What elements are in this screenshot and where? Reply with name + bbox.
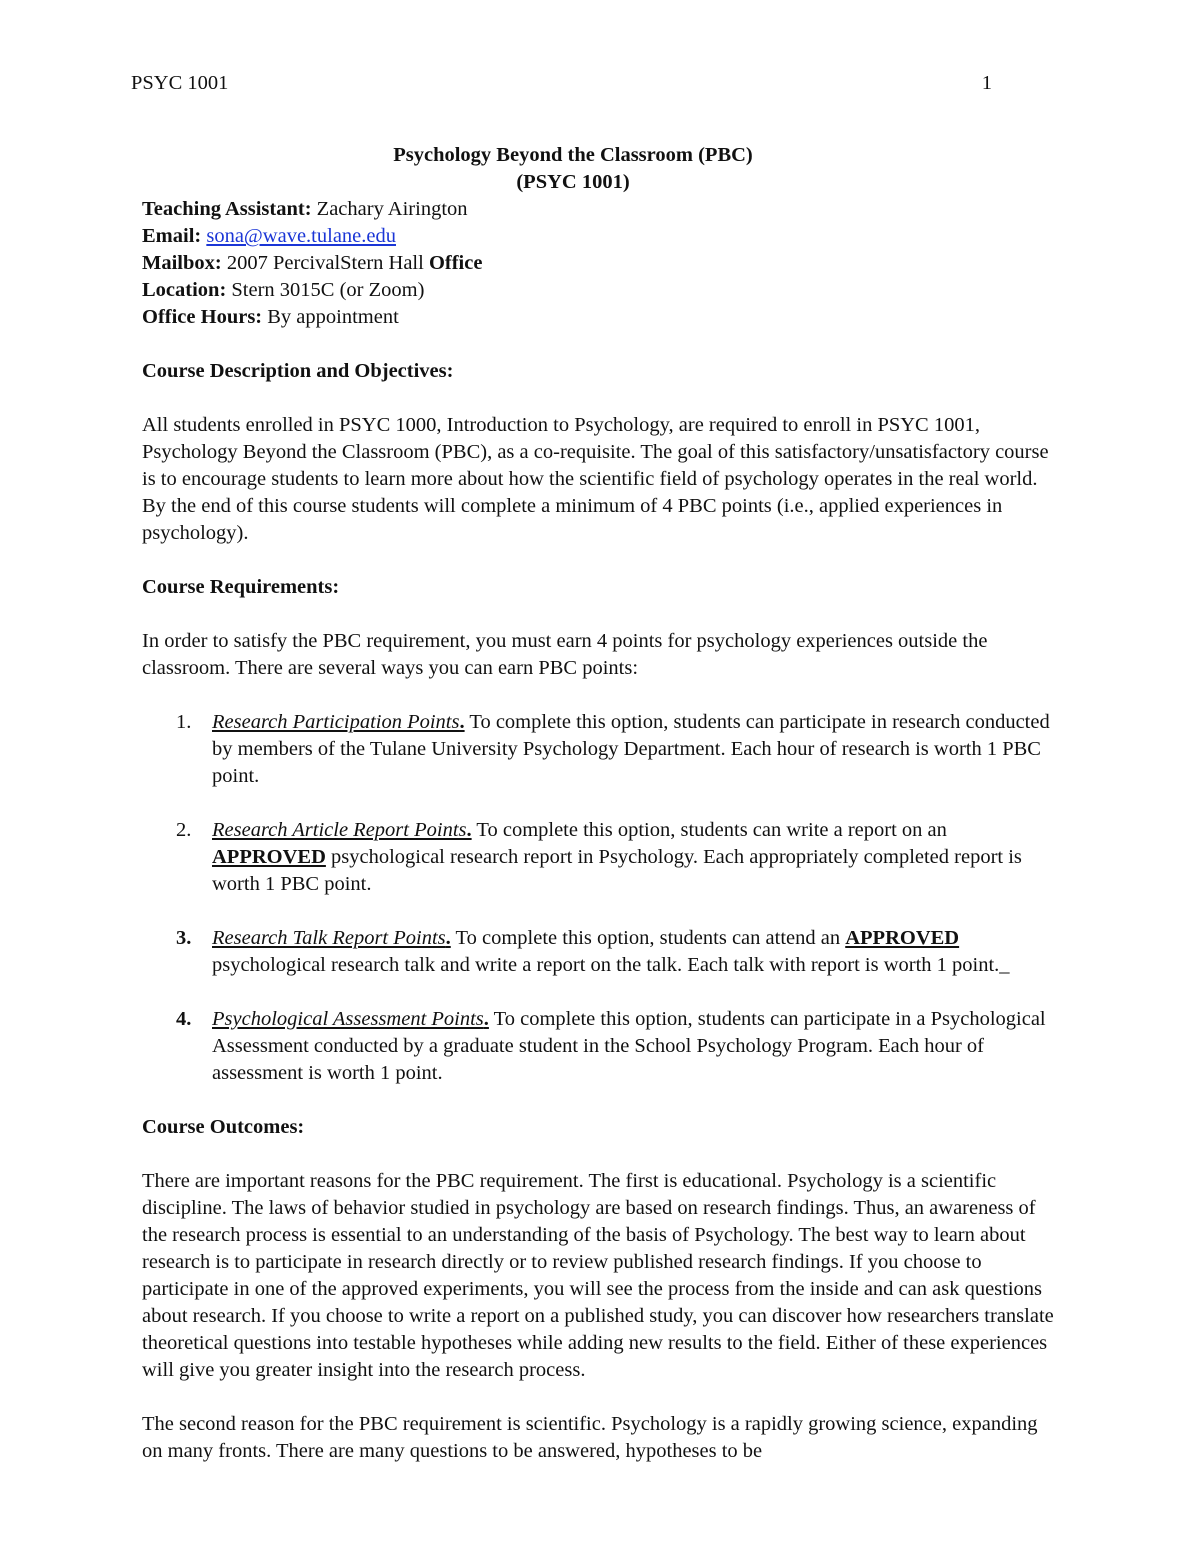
list-number: 3.: [176, 927, 192, 949]
mailbox-label: Mailbox:: [142, 252, 222, 274]
ta-value: Zachary Airington: [311, 198, 468, 220]
item-title: Research Participation Points: [212, 711, 460, 733]
document-title: [113, 142, 1033, 196]
ta-label: Teaching Assistant:: [142, 198, 312, 220]
item-title: Research Talk Report Points: [212, 927, 446, 949]
list-item: [142, 709, 1062, 790]
item-text-post: psychological research talk and write a report on the talk. Each talk with report is worth 1 point._: [212, 954, 1010, 976]
item-text: To complete this option, students can participate in a Psychological Assessment conducted by a graduate student in the School Psychology Program. Each hour of assessment is worth 1 point.: [212, 1008, 1046, 1084]
points-list: [142, 709, 1062, 1087]
contact-info: [142, 196, 1062, 331]
item-text: To complete this option, students can participate in research conducted by members of the Tulane University Psychology Department. Each hour of research is worth 1 PBC point.: [212, 711, 1050, 787]
list-number: 4.: [176, 1008, 192, 1030]
item-title-dot: .: [445, 927, 451, 949]
description-heading: Course Description and Objectives:: [142, 360, 454, 382]
requirements-intro: In order to satisfy the PBC requirement, you must earn 4 points for psychology experiences outside the classroom. There are several ways you can earn PBC points:: [142, 630, 988, 679]
item-text-pre: To complete this option, students can write a report on an: [471, 819, 947, 841]
outcomes-heading: Course Outcomes:: [142, 1116, 305, 1138]
item-title-dot: .: [459, 711, 465, 733]
item-title: Psychological Assessment Points: [212, 1008, 484, 1030]
document-body: [142, 142, 1062, 1465]
description-text: All students enrolled in PSYC 1000, Introduction to Psychology, are required to enroll in PSYC 1001, Psychology Beyond the Classroom (PBC), as a co-requisite. The goal of this satisfactory/unsatisfactory course is to encourage students to learn more about how the scientific field of psychology operates in the real world. By the end of this course students will complete a minimum of 4 PBC points (i.e., applied experiences in psychology).: [142, 414, 1049, 544]
outcomes-paragraph-2: The second reason for the PBC requirement is scientific. Psychology is a rapidly growing science, expanding on many fronts. There are many questions to be answered, hypotheses to be: [142, 1413, 1038, 1462]
office-hours-value: By appointment: [262, 306, 399, 328]
list-number: 1.: [176, 711, 192, 733]
approved-label: APPROVED: [212, 846, 326, 868]
item-text-pre: To complete this option, students can attend an: [450, 927, 846, 949]
title-line-1: Psychology Beyond the Classroom (PBC): [393, 144, 753, 166]
item-text-post: psychological research report in Psychology. Each appropriately completed report is worth 1 PBC point.: [212, 846, 1022, 895]
list-item: [142, 1006, 1062, 1087]
approved-label: APPROVED: [845, 927, 960, 949]
email-link[interactable]: sona@wave.tulane.edu: [206, 225, 396, 247]
requirements-heading: Course Requirements:: [142, 576, 340, 598]
location-label: Location:: [142, 279, 227, 301]
list-item: [142, 925, 1062, 979]
item-title-dot: .: [483, 1008, 489, 1030]
item-title-dot: .: [466, 819, 472, 841]
page-header: [131, 70, 992, 98]
office-label: Office: [428, 252, 483, 274]
location-value: Stern 3015C (or Zoom): [226, 279, 425, 301]
office-hours-label: Office Hours:: [142, 306, 263, 328]
header-course: PSYC 1001: [131, 72, 229, 94]
email-label: Email:: [142, 225, 202, 247]
item-title: Research Article Report Points: [212, 819, 467, 841]
header-page-number: 1: [981, 72, 992, 94]
list-number: 2.: [176, 819, 192, 841]
list-item: [142, 817, 1062, 898]
title-line-2: (PSYC 1001): [516, 171, 630, 193]
mailbox-value: 2007 PercivalStern Hall: [221, 252, 429, 274]
outcomes-paragraph-1: There are important reasons for the PBC requirement. The first is educational. Psychology is a scientific discipline. The laws of behavior studied in psychology are based on research findings. Thus, an awareness of the research process is essential to an understanding of the basis of Psychology. The best way to learn about research is to participate in research directly or to review published research findings. If you choose to participate in one of the approved experiments, you will see the process from the inside and can ask questions about research. If you choose to write a report on a published study, you can discover how researchers translate theoretical questions into testable hypotheses while adding new results to the field. Either of these experiences will give you greater insight into the research process.: [142, 1170, 1054, 1381]
